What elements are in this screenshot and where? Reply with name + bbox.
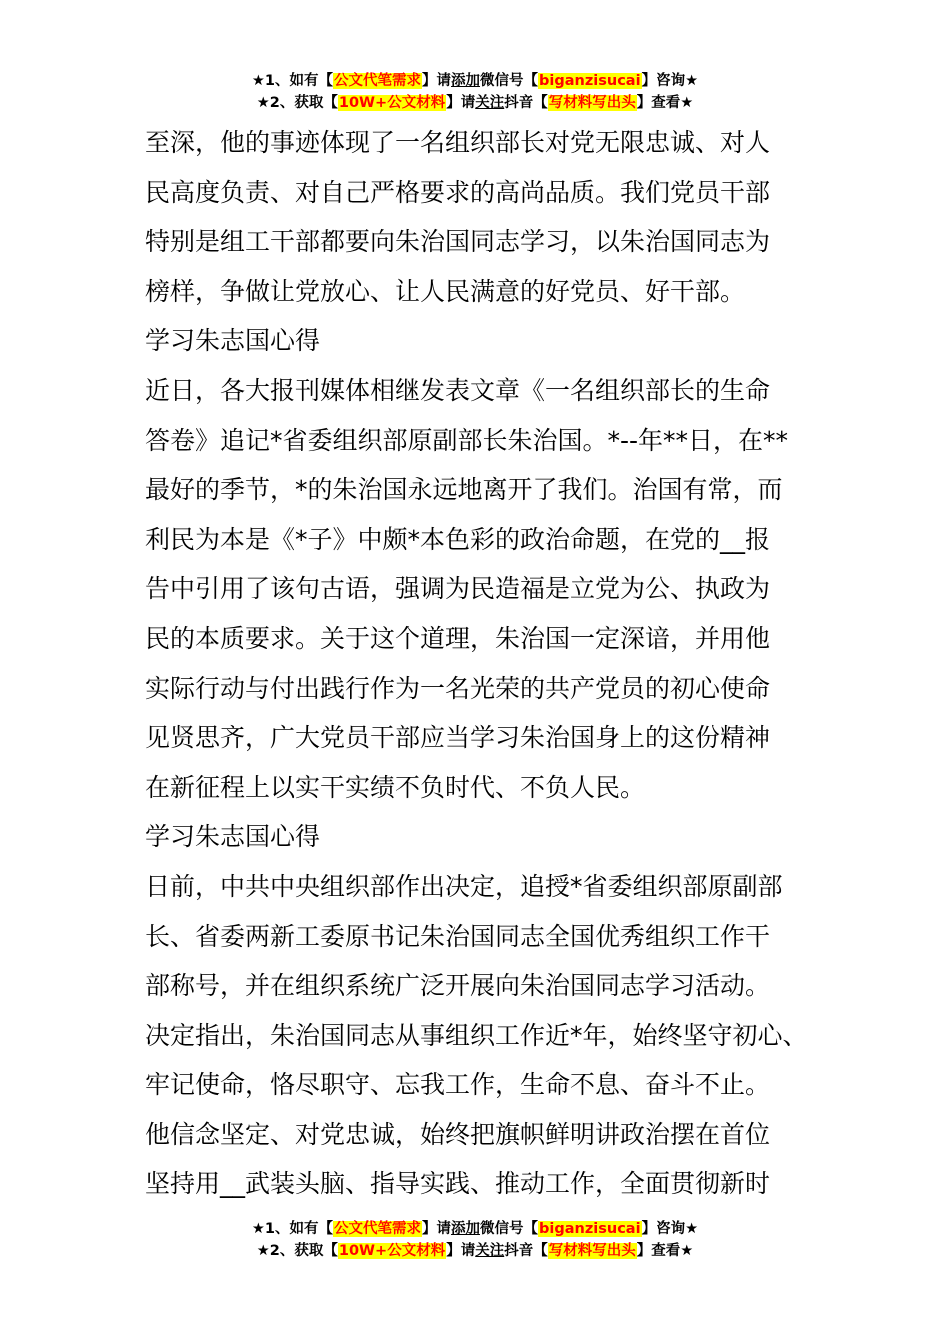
banner-text: 】请 (422, 1221, 452, 1237)
text-line: 民的本质要求。关于这个道理，朱治国一定深谙，并用他 (145, 623, 771, 653)
highlight-materials: 10W+公文材料 (338, 95, 446, 111)
banner-text: 微信号【 (480, 1221, 539, 1237)
highlight-wechat-id: biganzisucai (539, 1221, 641, 1237)
banner-text: ★1、如有【 (251, 1221, 334, 1237)
banner-text: 】请 (422, 73, 452, 89)
highlight-wechat-id: biganzisucai (539, 73, 641, 89)
banner-line-1 (0, 70, 950, 92)
text-line: 实际行动与付出践行作为一名光荣的共产党员的初心使命 (145, 673, 771, 703)
highlight-douyin-account: 写材料写出头 (548, 95, 636, 111)
section-heading: 学习朱志国心得 (145, 822, 321, 852)
banner-underlined-text: 关注 (475, 1243, 505, 1259)
section-heading: 学习朱志国心得 (145, 326, 321, 356)
text-line: 决定指出，朱治国同志从事组织工作近*年，始终坚守初心、 (145, 1020, 808, 1050)
text-line: 民高度负责、对自己严格要求的高尚品质。我们党员干部 (145, 177, 771, 207)
banner-underlined-text: 添加 (451, 73, 481, 89)
text-line: 答卷》追记*省委组织部原副部长朱治国。*--年**日，在** (145, 425, 789, 455)
text-line: 牢记使命，恪尽职守、忘我工作，生命不息、奋斗不止。 (145, 1070, 771, 1100)
text-line: 近日，各大报刊媒体相继发表文章《一名组织部长的生命 (145, 375, 771, 405)
text-line: 部称号，并在组织系统广泛开展向朱治国同志学习活动。 (145, 971, 771, 1001)
banner-text: ★2、获取【 (256, 1243, 338, 1259)
banner-line-2 (0, 92, 950, 114)
text-line: 他信念坚定、对党忠诚，始终把旗帜鲜明讲政治摆在首位 (145, 1119, 771, 1149)
banner-text: 】请 (446, 1243, 476, 1259)
text-line: 见贤思齐，广大党员干部应当学习朱治国身上的这份精神 (145, 723, 771, 753)
banner-underlined-text: 添加 (451, 1221, 481, 1237)
banner-line-1 (0, 1218, 950, 1240)
header-banner (0, 70, 950, 114)
text-line: 长、省委两新工委原书记朱治国同志全国优秀组织工作干 (145, 921, 771, 951)
banner-text: 抖音【 (504, 95, 548, 111)
text-line: 至深，他的事迹体现了一名组织部长对党无限忠诚、对人 (145, 128, 771, 157)
document-body (145, 118, 825, 1209)
highlight-writing-service: 公文代笔需求 (334, 73, 422, 89)
text-line: 最好的季节，*的朱治国永远地离开了我们。治国有常，而 (145, 475, 783, 505)
text-line: 榜样，争做让党放心、让人民满意的好党员、好干部。 (145, 276, 746, 306)
banner-text: 】查看★ (636, 95, 694, 111)
text-line: 日前，中共中央组织部作出决定，追授*省委组织部原副部 (145, 871, 783, 901)
banner-text: 】查看★ (636, 1243, 694, 1259)
text-line: 在新征程上以实干实绩不负时代、不负人民。 (145, 772, 646, 802)
text-line: 坚持用__武装头脑、指导实践、推动工作，全面贯彻新时 (145, 1169, 771, 1199)
banner-text: 】请 (446, 95, 476, 111)
banner-text: 微信号【 (480, 73, 539, 89)
text-line: 利民为本是《*子》中颇*本色彩的政治命题，在党的__报 (145, 524, 771, 554)
banner-text: ★2、获取【 (256, 95, 338, 111)
banner-text: 】咨询★ (641, 1221, 699, 1237)
highlight-writing-service: 公文代笔需求 (334, 1221, 422, 1237)
banner-underlined-text: 关注 (475, 95, 505, 111)
highlight-materials: 10W+公文材料 (338, 1243, 446, 1259)
banner-text: 抖音【 (504, 1243, 548, 1259)
footer-banner (0, 1218, 950, 1262)
banner-line-2 (0, 1240, 950, 1262)
text-line: 告中引用了该句古语，强调为民造福是立党为公、执政为 (145, 574, 771, 604)
highlight-douyin-account: 写材料写出头 (548, 1243, 636, 1259)
text-line: 特别是组工干部都要向朱治国同志学习，以朱治国同志为 (145, 227, 771, 257)
banner-text: 】咨询★ (641, 73, 699, 89)
banner-text: ★1、如有【 (251, 73, 334, 89)
